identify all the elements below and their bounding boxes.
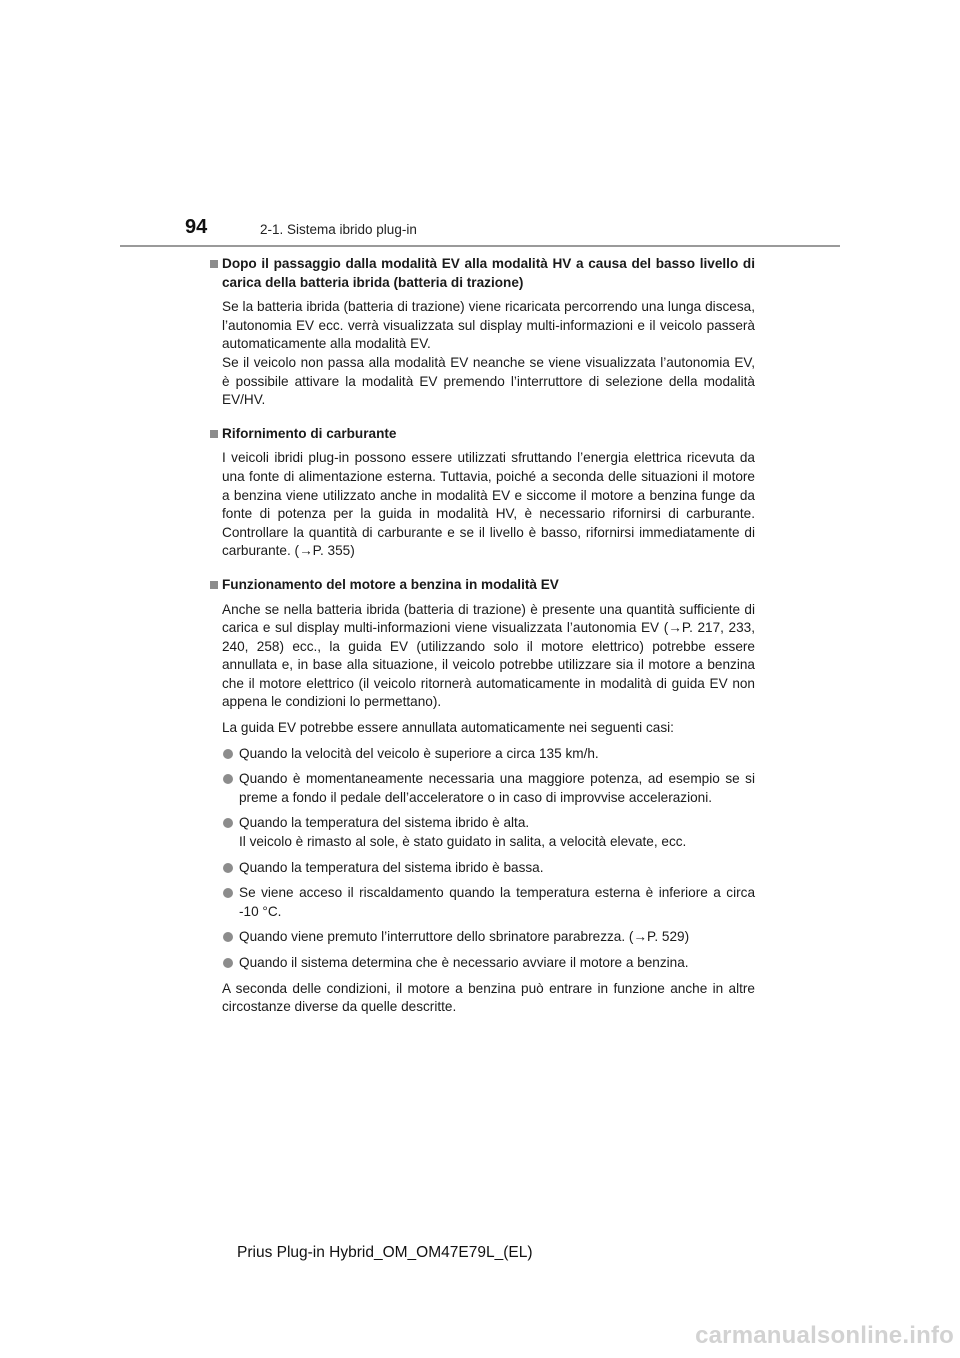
spacer — [210, 417, 755, 425]
circle-bullet-icon — [223, 774, 233, 784]
watermark-logo: carmanualsonline.info — [695, 1322, 954, 1349]
footer-doc-id: Prius Plug-in Hybrid_OM_OM47E79L_(EL) — [237, 1244, 533, 1261]
paragraph: Anche se nella batteria ibrida (batteria di trazione) è presente una quantità sufficiente di carica e sul display multi-informazioni viene visualizzata l’autonomia EV (→P. 217, 233, 240, 258) ecc., la guida EV (utilizzando solo il motore elettrico) potrebbe essere annullata e, in base alla situazione, il veicolo potrebbe utilizzare sia il motore a benzina che il motore elettrico (il veicolo ritornerà automaticamente in modalità di guida EV non appena le condizioni lo permettano). — [222, 601, 755, 710]
list-item — [222, 928, 755, 947]
circle-bullet-icon — [223, 749, 233, 759]
paragraph: La guida EV potrebbe essere annullata automaticamente nei seguenti casi: — [222, 720, 674, 736]
list-item-text: Quando la temperatura del sistema ibrido è bassa. — [239, 859, 544, 875]
list-item — [222, 770, 755, 807]
circle-bullet-icon — [223, 958, 233, 968]
list-item-text: Quando è momentaneamente necessaria una maggiore potenza, ad esempio se si preme a fondo il pedale dell’acceleratore o in caso di improvvise accelerazioni. — [239, 771, 755, 805]
paragraph: A seconda delle condizioni, il motore a benzina può entrare in funzione anche in altre circostanze diverse da quelle descritte. — [222, 980, 755, 1015]
list-item-subtext: Il veicolo è rimasto al sole, è stato guidato in salita, a velocità elevate, ecc. — [239, 834, 687, 850]
header-rule — [120, 245, 840, 247]
circle-bullet-icon — [223, 863, 233, 873]
subheading-refuelling — [210, 425, 755, 444]
page-number: 94 — [185, 216, 208, 238]
subheading-text: Rifornimento di carburante — [222, 425, 397, 441]
list-item — [222, 814, 755, 851]
square-bullet-icon — [210, 260, 218, 268]
circle-bullet-icon — [223, 888, 233, 898]
list-item-text: Se viene acceso il riscaldamento quando la temperatura esterna è inferiore a circa -10 °C. — [239, 885, 755, 919]
square-bullet-icon — [210, 581, 218, 589]
section-title: 2-1. Sistema ibrido plug-in — [260, 222, 417, 237]
list-item-text: Quando il sistema determina che è necessario avviare il motore a benzina. — [239, 955, 689, 970]
list-item — [222, 745, 755, 764]
page-content — [210, 255, 755, 1024]
subheading-ev-return — [210, 255, 755, 292]
list-item — [222, 954, 755, 973]
square-bullet-icon — [210, 430, 218, 438]
paragraph: Se il veicolo non passa alla modalità EV neanche se viene visualizzata l’autonomia EV, è possibile attivare la modalità EV premendo l’interruttore di selezione della modalità EV/HV. — [222, 354, 755, 408]
subheading-text: Funzionamento del motore a benzina in modalità EV — [222, 576, 559, 592]
list-item-text: Quando la temperatura del sistema ibrido è alta. — [239, 815, 530, 831]
circle-bullet-icon — [223, 818, 233, 828]
paragraph: Se la batteria ibrida (batteria di trazione) viene ricaricata percorrendo una lunga discesa, l’autonomia EV ecc. verrà visualizzata sul display multi-informazioni e il veicolo passerà automaticamente alla modalità EV. — [222, 299, 755, 352]
list-item — [222, 884, 755, 921]
list-item-text: Quando la velocità del veicolo è superiore a circa 135 km/h. — [239, 745, 599, 761]
circle-bullet-icon — [223, 932, 233, 942]
list-item — [222, 859, 755, 878]
list-item-text: Quando viene premuto l’interruttore dello sbrinatore parabrezza. (→P. 529) — [239, 929, 690, 945]
spacer — [210, 568, 755, 576]
paragraph: I veicoli ibridi plug-in possono essere utilizzati sfruttando l’energia elettrica ricevuta da una fonte di alimentazione esterna. Tuttavia, poiché a seconda delle situazioni il motore a benzina viene utilizzato anche in modalità EV e siccome il motore a benzina funge da fonte di potenza per la guida in modalità HV, è necessario rifornirsi di carburante. Controllare la quantità di carburante e se il livello è basso, rifornirsi immediatamente di carburante. (→P. 355) — [222, 450, 755, 559]
subheading-text: Dopo il passaggio dalla modalità EV alla modalità HV a causa del basso livello di carica della batteria ibrida (batteria di trazione) — [222, 256, 755, 290]
subheading-engine-ev — [210, 576, 755, 595]
